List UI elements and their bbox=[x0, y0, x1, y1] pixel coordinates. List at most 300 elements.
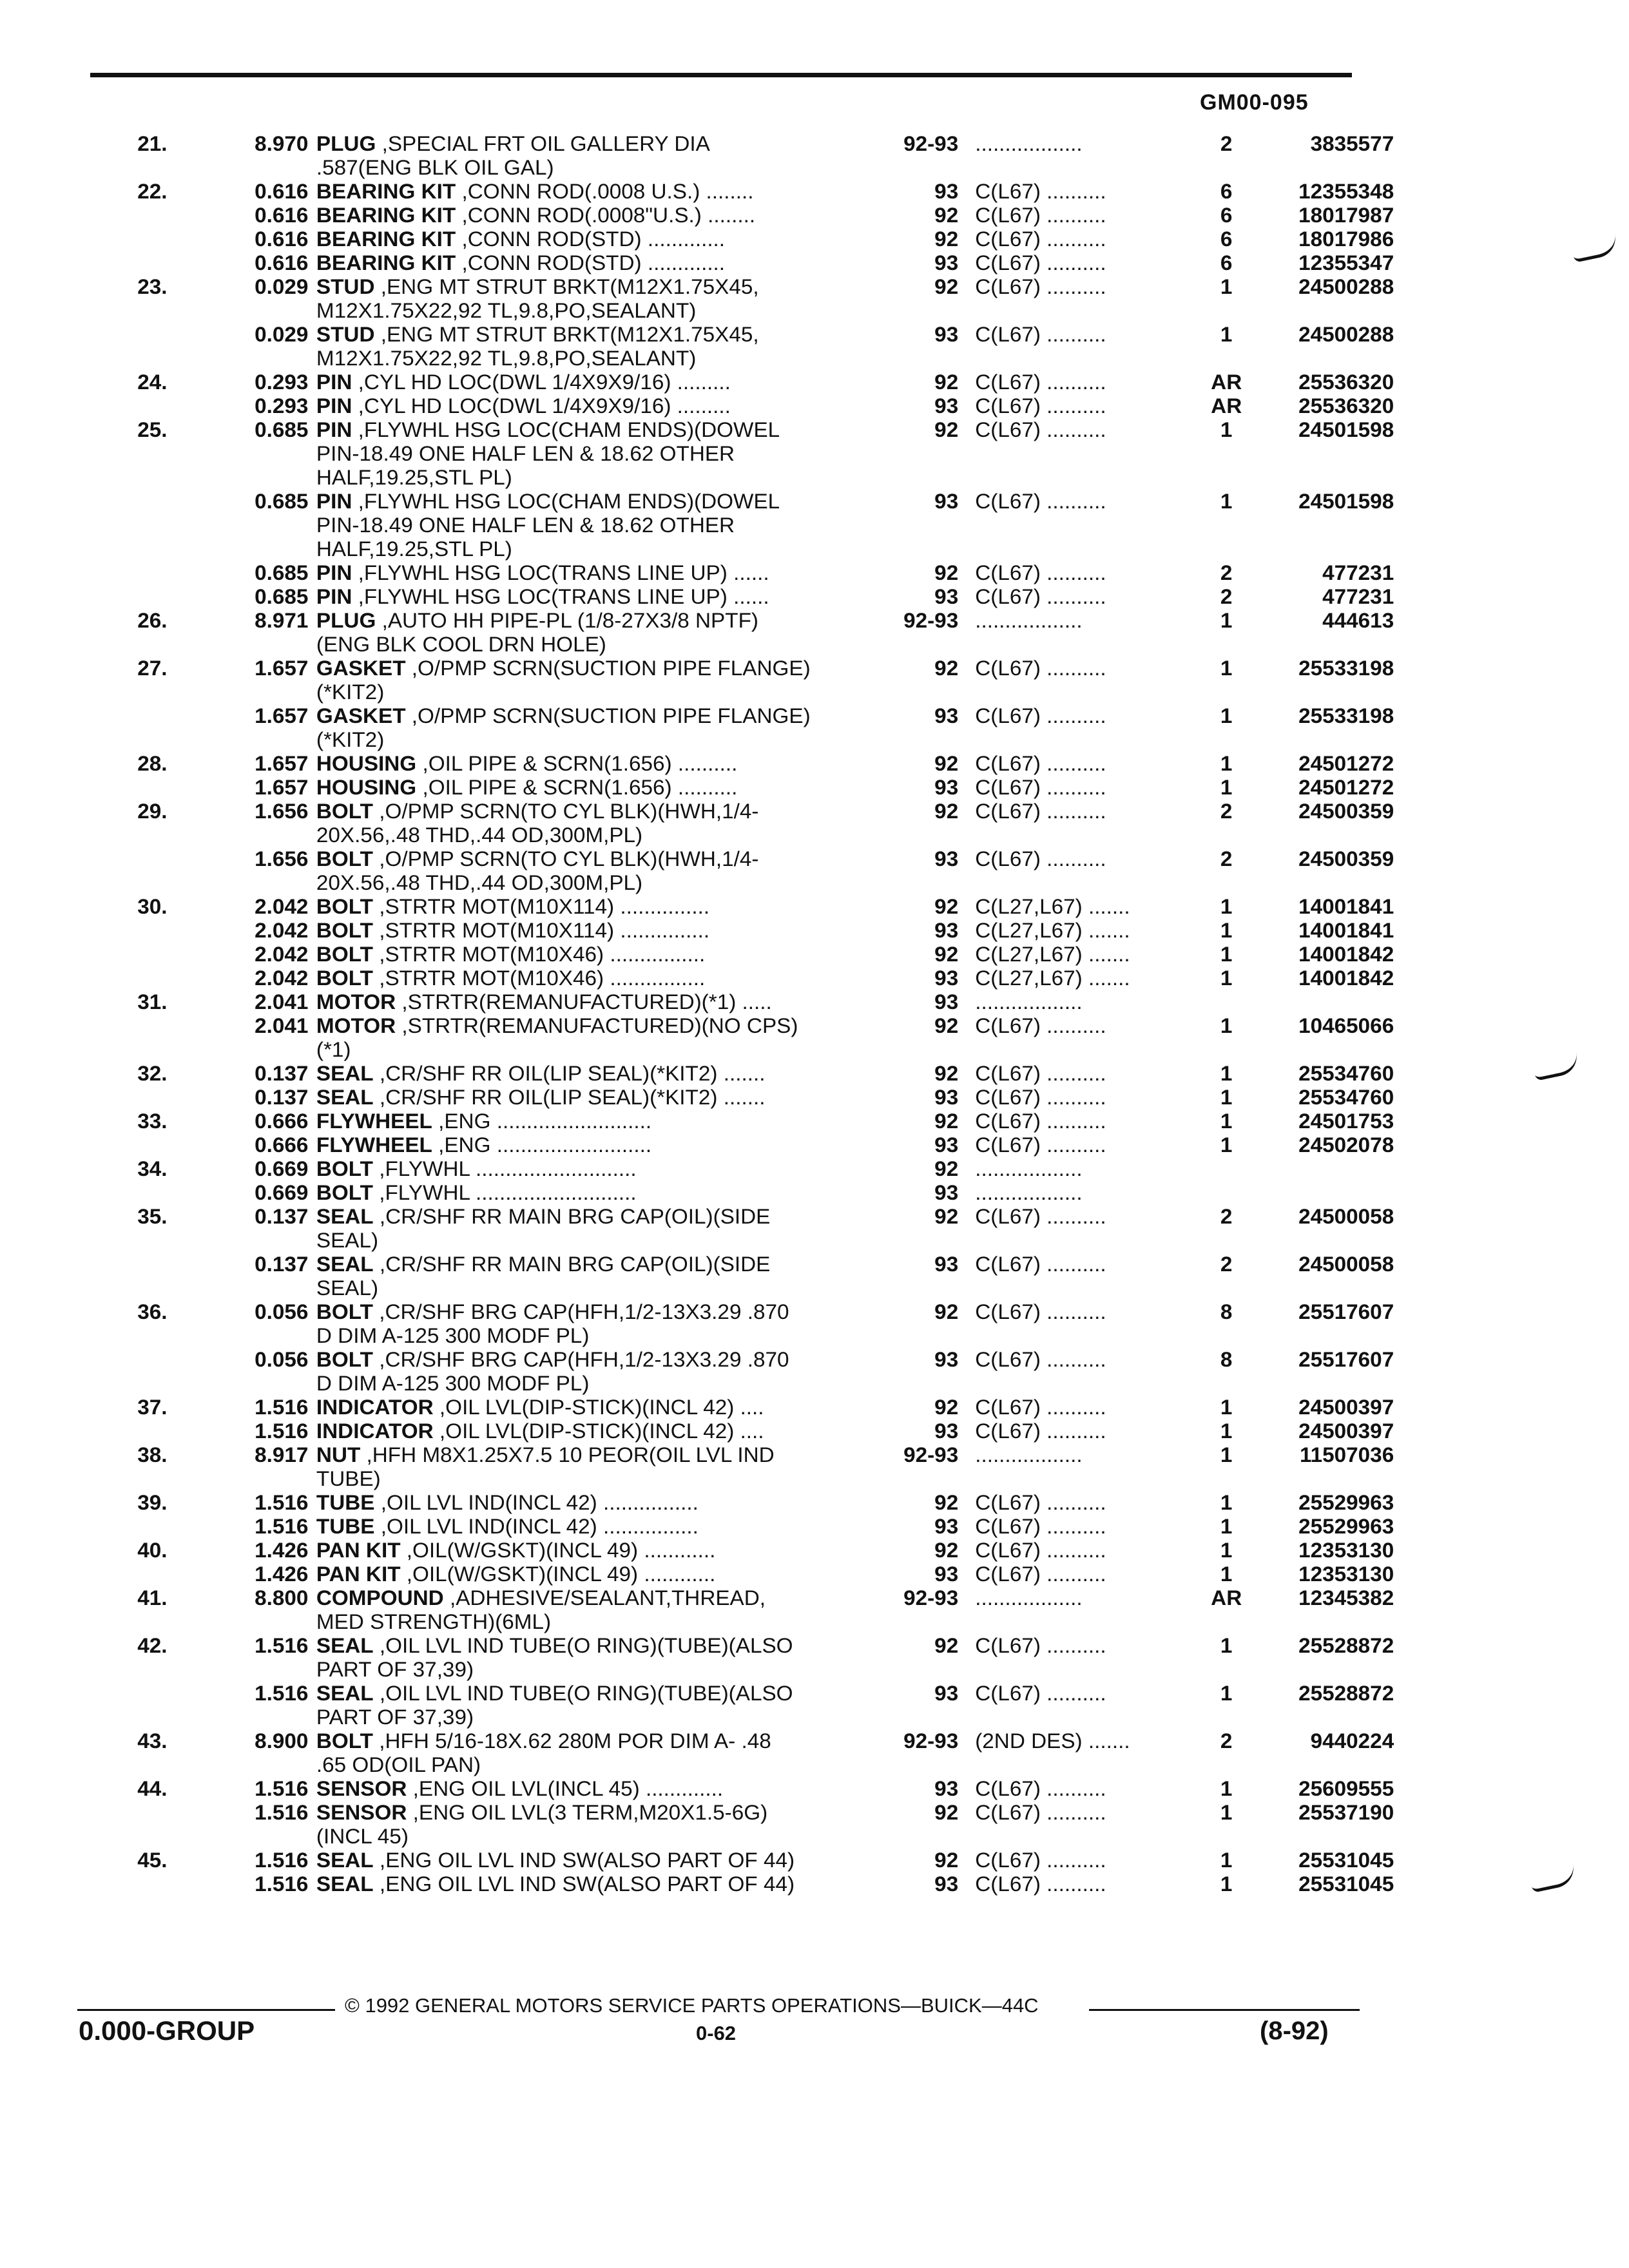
quantity: 2 bbox=[1220, 132, 1233, 155]
part-detail: ,O/PMP SCRN(TO CYL BLK)(HWH,1/4- bbox=[372, 800, 759, 823]
part-number: 24500058 bbox=[1298, 1253, 1394, 1276]
part-number: 24500359 bbox=[1298, 847, 1394, 870]
part-detail: ,CR/SHF BRG CAP(HFH,1/2-13X3.29 .870 bbox=[372, 1300, 789, 1323]
part-description bbox=[316, 204, 872, 227]
top-rule bbox=[90, 73, 1352, 77]
group-number: 0.056 bbox=[255, 1300, 309, 1323]
part-detail: ,OIL PIPE & SCRN(1.656) .......... bbox=[416, 776, 738, 799]
part-number: 25609555 bbox=[1298, 1777, 1394, 1800]
group-number: 0.669 bbox=[255, 1157, 309, 1180]
usage-code: C(L67) .......... bbox=[975, 1110, 1106, 1133]
model-year: 93 bbox=[934, 180, 959, 203]
part-name: BOLT bbox=[316, 966, 373, 990]
footer-rule bbox=[1089, 2009, 1360, 2011]
group-number: 2.042 bbox=[255, 895, 309, 918]
part-description bbox=[316, 1706, 872, 1729]
usage-code: C(L67) .......... bbox=[975, 847, 1106, 870]
group-number: 0.293 bbox=[255, 394, 309, 418]
part-name: PIN bbox=[316, 561, 352, 584]
quantity: 2 bbox=[1220, 1253, 1233, 1276]
parts-row bbox=[0, 704, 1629, 728]
part-detail: M12X1.75X22,92 TL,9.8,PO,SEALANT) bbox=[316, 347, 697, 370]
part-description bbox=[316, 1348, 872, 1372]
ref-number: 36. bbox=[137, 1300, 168, 1323]
part-number: 477231 bbox=[1322, 561, 1394, 584]
parts-row bbox=[0, 1777, 1629, 1801]
part-detail: ,STRTR MOT(M10X46) ................ bbox=[372, 943, 706, 966]
part-description bbox=[316, 1014, 872, 1038]
part-number: 18017987 bbox=[1298, 204, 1394, 227]
part-name: PAN KIT bbox=[316, 1539, 401, 1562]
model-year: 92 bbox=[934, 1110, 959, 1133]
group-number: 0.616 bbox=[255, 227, 309, 251]
quantity: 1 bbox=[1220, 895, 1233, 918]
part-description bbox=[316, 657, 872, 680]
quantity: 1 bbox=[1220, 704, 1233, 727]
model-year: 92 bbox=[934, 418, 959, 441]
parts-row bbox=[0, 275, 1629, 299]
ref-number: 26. bbox=[137, 609, 168, 632]
parts-row bbox=[0, 394, 1629, 418]
part-description bbox=[316, 1300, 872, 1324]
part-description bbox=[316, 1801, 872, 1825]
parts-row bbox=[0, 1133, 1629, 1157]
quantity: AR bbox=[1211, 1586, 1242, 1610]
parts-row bbox=[0, 227, 1629, 251]
parts-row bbox=[0, 1372, 1629, 1396]
part-number: 24500288 bbox=[1298, 275, 1394, 298]
part-name: BEARING KIT bbox=[316, 251, 456, 274]
usage-code: C(L67) .......... bbox=[975, 1682, 1106, 1705]
part-name: SEAL bbox=[316, 1682, 374, 1705]
part-description bbox=[316, 609, 872, 633]
part-description bbox=[316, 132, 872, 156]
ref-number: 25. bbox=[137, 418, 168, 441]
parts-row bbox=[0, 919, 1629, 943]
part-description bbox=[316, 704, 872, 728]
model-year: 92 bbox=[934, 370, 959, 394]
part-number: 3835577 bbox=[1310, 132, 1394, 155]
part-detail: ,ENG OIL LVL(INCL 45) ............. bbox=[407, 1777, 724, 1800]
part-detail: ,FLYWHL HSG LOC(CHAM ENDS)(DOWEL bbox=[352, 418, 780, 441]
part-description bbox=[316, 1729, 872, 1753]
part-description bbox=[316, 1205, 872, 1229]
usage-code: C(L67) .......... bbox=[975, 1086, 1106, 1109]
part-description bbox=[316, 514, 872, 537]
part-name: PLUG bbox=[316, 609, 376, 632]
usage-code: .................. bbox=[975, 1181, 1083, 1204]
part-description bbox=[316, 943, 872, 966]
model-year: 93 bbox=[934, 490, 959, 513]
parts-row bbox=[0, 728, 1629, 752]
part-number: 25517607 bbox=[1298, 1348, 1394, 1371]
model-year: 93 bbox=[934, 1086, 959, 1109]
part-detail: ,CR/SHF RR MAIN BRG CAP(OIL)(SIDE bbox=[373, 1253, 771, 1276]
part-detail: SEAL) bbox=[316, 1229, 379, 1252]
parts-row bbox=[0, 1396, 1629, 1419]
model-year: 93 bbox=[934, 1872, 959, 1896]
parts-row bbox=[0, 1181, 1629, 1205]
ref-number: 35. bbox=[137, 1205, 168, 1228]
group-number: 8.900 bbox=[255, 1729, 309, 1753]
part-name: SEAL bbox=[316, 1086, 374, 1109]
parts-row bbox=[0, 1443, 1629, 1467]
group-label: 0.000-GROUP bbox=[79, 2015, 255, 2046]
usage-code: C(L67) .......... bbox=[975, 1348, 1106, 1371]
group-number: 0.137 bbox=[255, 1205, 309, 1228]
part-detail: ,O/PMP SCRN(SUCTION PIPE FLANGE) bbox=[405, 657, 811, 680]
part-detail: ,CONN ROD(STD) ............. bbox=[456, 227, 726, 251]
parts-row bbox=[0, 633, 1629, 657]
part-number: 9440224 bbox=[1310, 1729, 1394, 1753]
model-year: 92 bbox=[934, 1634, 959, 1657]
part-description bbox=[316, 1038, 872, 1062]
part-name: BOLT bbox=[316, 1729, 373, 1753]
parts-row bbox=[0, 132, 1629, 156]
usage-code: (2ND DES) ....... bbox=[975, 1729, 1130, 1753]
ref-number: 21. bbox=[137, 132, 168, 155]
ref-number: 30. bbox=[137, 895, 168, 918]
part-description bbox=[316, 1157, 872, 1181]
parts-row bbox=[0, 514, 1629, 537]
part-detail: ,O/PMP SCRN(TO CYL BLK)(HWH,1/4- bbox=[372, 847, 759, 870]
model-year: 93 bbox=[934, 966, 959, 990]
part-detail: ,CR/SHF RR OIL(LIP SEAL)(*KIT2) ....... bbox=[373, 1062, 766, 1085]
part-name: BOLT bbox=[316, 919, 373, 942]
part-name: SENSOR bbox=[316, 1801, 407, 1824]
part-number: 24501598 bbox=[1298, 490, 1394, 513]
usage-code: C(L67) .......... bbox=[975, 1777, 1106, 1800]
quantity: 1 bbox=[1220, 418, 1233, 441]
parts-row bbox=[0, 1849, 1629, 1872]
usage-code: .................. bbox=[975, 1586, 1083, 1610]
quantity: 1 bbox=[1220, 323, 1233, 346]
parts-row bbox=[0, 1157, 1629, 1181]
ref-number: 22. bbox=[137, 180, 168, 203]
quantity: 2 bbox=[1220, 1205, 1233, 1228]
model-year: 93 bbox=[934, 919, 959, 942]
quantity: 1 bbox=[1220, 1443, 1233, 1466]
part-description bbox=[316, 871, 872, 895]
usage-code: C(L67) .......... bbox=[975, 204, 1106, 227]
parts-row bbox=[0, 657, 1629, 680]
part-name: BOLT bbox=[316, 1300, 373, 1323]
part-name: INDICATOR bbox=[316, 1419, 434, 1443]
part-description bbox=[316, 752, 872, 776]
usage-code: .................. bbox=[975, 1157, 1083, 1180]
part-description bbox=[316, 347, 872, 370]
part-description bbox=[316, 1324, 872, 1348]
group-number: 2.042 bbox=[255, 919, 309, 942]
model-year: 92-93 bbox=[903, 1729, 959, 1753]
part-number: 477231 bbox=[1322, 585, 1394, 608]
group-number: 0.685 bbox=[255, 585, 309, 608]
part-description bbox=[316, 1110, 872, 1133]
part-detail: D DIM A-125 300 MODF PL) bbox=[316, 1324, 590, 1347]
parts-row bbox=[0, 1658, 1629, 1682]
model-year: 92 bbox=[934, 227, 959, 251]
part-name: GASKET bbox=[316, 704, 406, 727]
part-name: GASKET bbox=[316, 657, 406, 680]
parts-row bbox=[0, 347, 1629, 370]
part-detail: ,FLYWHL ........................... bbox=[372, 1181, 637, 1204]
part-detail: ,FLYWHL HSG LOC(CHAM ENDS)(DOWEL bbox=[352, 490, 780, 513]
model-year: 93 bbox=[934, 251, 959, 274]
part-description bbox=[316, 561, 872, 585]
part-name: SEAL bbox=[316, 1253, 374, 1276]
model-year: 93 bbox=[934, 1133, 959, 1157]
part-detail: ,ENG OIL LVL(3 TERM,M20X1.5-6G) bbox=[407, 1801, 768, 1824]
parts-row bbox=[0, 823, 1629, 847]
part-description bbox=[316, 895, 872, 919]
part-description bbox=[316, 1777, 872, 1801]
parts-row bbox=[0, 1491, 1629, 1515]
parts-row bbox=[0, 585, 1629, 609]
part-name: BOLT bbox=[316, 895, 373, 918]
part-detail: ,OIL LVL(DIP-STICK)(INCL 42) .... bbox=[433, 1419, 764, 1443]
part-description bbox=[316, 1562, 872, 1586]
parts-row bbox=[0, 466, 1629, 490]
model-year: 92 bbox=[934, 561, 959, 584]
part-number: 14001841 bbox=[1298, 919, 1394, 942]
part-number: 12353130 bbox=[1298, 1539, 1394, 1562]
parts-row bbox=[0, 1753, 1629, 1777]
parts-row bbox=[0, 1515, 1629, 1539]
usage-code: C(L67) .......... bbox=[975, 1872, 1106, 1896]
part-description bbox=[316, 1086, 872, 1110]
parts-row bbox=[0, 1682, 1629, 1706]
group-number: 0.685 bbox=[255, 561, 309, 584]
part-number: 12355347 bbox=[1298, 251, 1394, 274]
model-year: 93 bbox=[934, 1515, 959, 1538]
part-number: 24501598 bbox=[1298, 418, 1394, 441]
model-year: 92 bbox=[934, 1300, 959, 1323]
part-description bbox=[316, 1682, 872, 1706]
quantity: 1 bbox=[1220, 1515, 1233, 1538]
usage-code: C(L27,L67) ....... bbox=[975, 919, 1130, 942]
part-number: 25529963 bbox=[1298, 1515, 1394, 1538]
model-year: 92 bbox=[934, 1157, 959, 1180]
model-year: 93 bbox=[934, 1777, 959, 1800]
part-detail: ,OIL LVL IND TUBE(O RING)(TUBE)(ALSO bbox=[373, 1682, 793, 1705]
parts-row bbox=[0, 1110, 1629, 1133]
parts-row bbox=[0, 871, 1629, 895]
ref-number: 40. bbox=[137, 1539, 168, 1562]
part-detail: PART OF 37,39) bbox=[316, 1658, 474, 1681]
model-year: 92 bbox=[934, 1396, 959, 1419]
parts-row bbox=[0, 1706, 1629, 1729]
quantity: 2 bbox=[1220, 585, 1233, 608]
parts-row bbox=[0, 680, 1629, 704]
part-description bbox=[316, 1610, 872, 1634]
group-number: 2.041 bbox=[255, 990, 309, 1014]
part-name: BOLT bbox=[316, 943, 373, 966]
part-detail: ,STRTR(REMANUFACTURED)(*1) ..... bbox=[396, 990, 772, 1014]
quantity: 1 bbox=[1220, 1682, 1233, 1705]
parts-row bbox=[0, 180, 1629, 204]
part-detail: HALF,19.25,STL PL) bbox=[316, 466, 512, 489]
part-detail: ,OIL(W/GSKT)(INCL 49) ............ bbox=[400, 1539, 716, 1562]
part-description bbox=[316, 1396, 872, 1419]
parts-row bbox=[0, 1062, 1629, 1086]
part-description bbox=[316, 1825, 872, 1849]
usage-code: C(L67) .......... bbox=[975, 1491, 1106, 1514]
model-year: 92 bbox=[934, 1062, 959, 1085]
group-number: 1.657 bbox=[255, 776, 309, 799]
parts-row bbox=[0, 1014, 1629, 1038]
group-number: 1.516 bbox=[255, 1515, 309, 1538]
quantity: 1 bbox=[1220, 657, 1233, 680]
part-description bbox=[316, 1849, 872, 1872]
parts-row bbox=[0, 370, 1629, 394]
usage-code: .................. bbox=[975, 1443, 1083, 1466]
group-number: 2.042 bbox=[255, 966, 309, 990]
quantity: 1 bbox=[1220, 1086, 1233, 1109]
group-number: 0.616 bbox=[255, 204, 309, 227]
part-description bbox=[316, 823, 872, 847]
part-name: SEAL bbox=[316, 1872, 374, 1896]
part-description bbox=[316, 370, 872, 394]
usage-code: C(L67) .......... bbox=[975, 776, 1106, 799]
part-description bbox=[316, 1539, 872, 1562]
quantity: 2 bbox=[1220, 847, 1233, 870]
part-name: MOTOR bbox=[316, 1014, 396, 1037]
ref-number: 32. bbox=[137, 1062, 168, 1085]
group-number: 0.029 bbox=[255, 275, 309, 298]
part-name: SEAL bbox=[316, 1849, 374, 1872]
quantity: 6 bbox=[1220, 227, 1233, 251]
parts-row bbox=[0, 1610, 1629, 1634]
part-name: BEARING KIT bbox=[316, 227, 456, 251]
group-number: 1.516 bbox=[255, 1682, 309, 1705]
quantity: 1 bbox=[1220, 1562, 1233, 1586]
part-description bbox=[316, 1658, 872, 1682]
part-detail: SEAL) bbox=[316, 1276, 379, 1300]
ref-number: 33. bbox=[137, 1110, 168, 1133]
group-number: 2.041 bbox=[255, 1014, 309, 1037]
model-year: 92 bbox=[934, 800, 959, 823]
parts-row bbox=[0, 561, 1629, 585]
usage-code: .................. bbox=[975, 990, 1083, 1014]
group-number: 1.516 bbox=[255, 1491, 309, 1514]
part-description bbox=[316, 728, 872, 752]
part-description bbox=[316, 537, 872, 561]
copyright-notice: © 1992 GENERAL MOTORS SERVICE PARTS OPERATIONS—BUICK—44C bbox=[345, 1994, 1039, 2017]
group-number: 8.970 bbox=[255, 132, 309, 155]
part-description bbox=[316, 919, 872, 943]
parts-row bbox=[0, 776, 1629, 800]
part-detail: ,OIL LVL IND TUBE(O RING)(TUBE)(ALSO bbox=[373, 1634, 793, 1657]
parts-list bbox=[0, 132, 1629, 1896]
usage-code: C(L67) .......... bbox=[975, 1515, 1106, 1538]
group-number: 8.971 bbox=[255, 609, 309, 632]
part-detail: (ENG BLK COOL DRN HOLE) bbox=[316, 633, 606, 656]
parts-row bbox=[0, 1348, 1629, 1372]
part-name: BEARING KIT bbox=[316, 180, 456, 203]
part-number: 25537190 bbox=[1298, 1801, 1394, 1824]
ref-number: 27. bbox=[137, 657, 168, 680]
usage-code: C(L67) .......... bbox=[975, 752, 1106, 775]
part-name: BOLT bbox=[316, 800, 373, 823]
part-detail: PART OF 37,39) bbox=[316, 1706, 474, 1729]
group-number: 0.685 bbox=[255, 418, 309, 441]
usage-code: C(L67) .......... bbox=[975, 275, 1106, 298]
quantity: 1 bbox=[1220, 966, 1233, 990]
model-year: 92 bbox=[934, 1801, 959, 1824]
part-detail: (INCL 45) bbox=[316, 1825, 409, 1848]
part-name: PIN bbox=[316, 370, 352, 394]
part-name: SEAL bbox=[316, 1062, 374, 1085]
group-number: 1.657 bbox=[255, 704, 309, 727]
quantity: 1 bbox=[1220, 1849, 1233, 1872]
part-number: 25536320 bbox=[1298, 370, 1394, 394]
group-number: 1.656 bbox=[255, 847, 309, 870]
parts-row bbox=[0, 895, 1629, 919]
quantity: 1 bbox=[1220, 1133, 1233, 1157]
part-description bbox=[316, 800, 872, 823]
usage-code: C(L67) .......... bbox=[975, 1419, 1106, 1443]
part-number: 25533198 bbox=[1298, 704, 1394, 727]
parts-row bbox=[0, 1872, 1629, 1896]
quantity: 6 bbox=[1220, 251, 1233, 274]
part-detail: ,CR/SHF BRG CAP(HFH,1/2-13X3.29 .870 bbox=[372, 1348, 789, 1371]
part-name: FLYWHEEL bbox=[316, 1133, 432, 1157]
usage-code: C(L67) .......... bbox=[975, 370, 1106, 394]
quantity: 1 bbox=[1220, 776, 1233, 799]
model-year: 92 bbox=[934, 657, 959, 680]
model-year: 92 bbox=[934, 1014, 959, 1037]
parts-row bbox=[0, 1086, 1629, 1110]
part-detail: (*KIT2) bbox=[316, 728, 385, 751]
ref-number: 39. bbox=[137, 1491, 168, 1514]
part-name: STUD bbox=[316, 323, 375, 346]
group-number: 1.516 bbox=[255, 1396, 309, 1419]
usage-code: C(L67) .......... bbox=[975, 561, 1106, 584]
usage-code: C(L67) .......... bbox=[975, 704, 1106, 727]
part-number: 24500359 bbox=[1298, 800, 1394, 823]
ref-number: 45. bbox=[137, 1849, 168, 1872]
parts-row bbox=[0, 1825, 1629, 1849]
part-description bbox=[316, 1491, 872, 1515]
ref-number: 29. bbox=[137, 800, 168, 823]
quantity: 2 bbox=[1220, 1729, 1233, 1753]
part-number: 12355348 bbox=[1298, 180, 1394, 203]
group-number: 0.666 bbox=[255, 1110, 309, 1133]
usage-code: C(L67) .......... bbox=[975, 585, 1106, 608]
parts-row bbox=[0, 1586, 1629, 1610]
part-name: STUD bbox=[316, 275, 375, 298]
part-description bbox=[316, 418, 872, 442]
model-year: 93 bbox=[934, 1682, 959, 1705]
part-detail: ,ENG .......................... bbox=[432, 1110, 652, 1133]
parts-row bbox=[0, 1539, 1629, 1562]
part-name: PIN bbox=[316, 585, 352, 608]
part-detail: ,OIL(W/GSKT)(INCL 49) ............ bbox=[400, 1562, 716, 1586]
usage-code: C(L67) .......... bbox=[975, 180, 1106, 203]
group-number: 0.056 bbox=[255, 1348, 309, 1371]
usage-code: C(L67) .......... bbox=[975, 418, 1106, 441]
parts-row bbox=[0, 299, 1629, 323]
quantity: 1 bbox=[1220, 1396, 1233, 1419]
quantity: 1 bbox=[1220, 919, 1233, 942]
parts-row bbox=[0, 1276, 1629, 1300]
parts-row bbox=[0, 990, 1629, 1014]
part-number: 25531045 bbox=[1298, 1872, 1394, 1896]
part-detail: ,OIL LVL IND(INCL 42) ................ bbox=[374, 1515, 699, 1538]
usage-code: .................. bbox=[975, 132, 1083, 155]
group-number: 1.516 bbox=[255, 1849, 309, 1872]
usage-code: C(L67) .......... bbox=[975, 1205, 1106, 1228]
